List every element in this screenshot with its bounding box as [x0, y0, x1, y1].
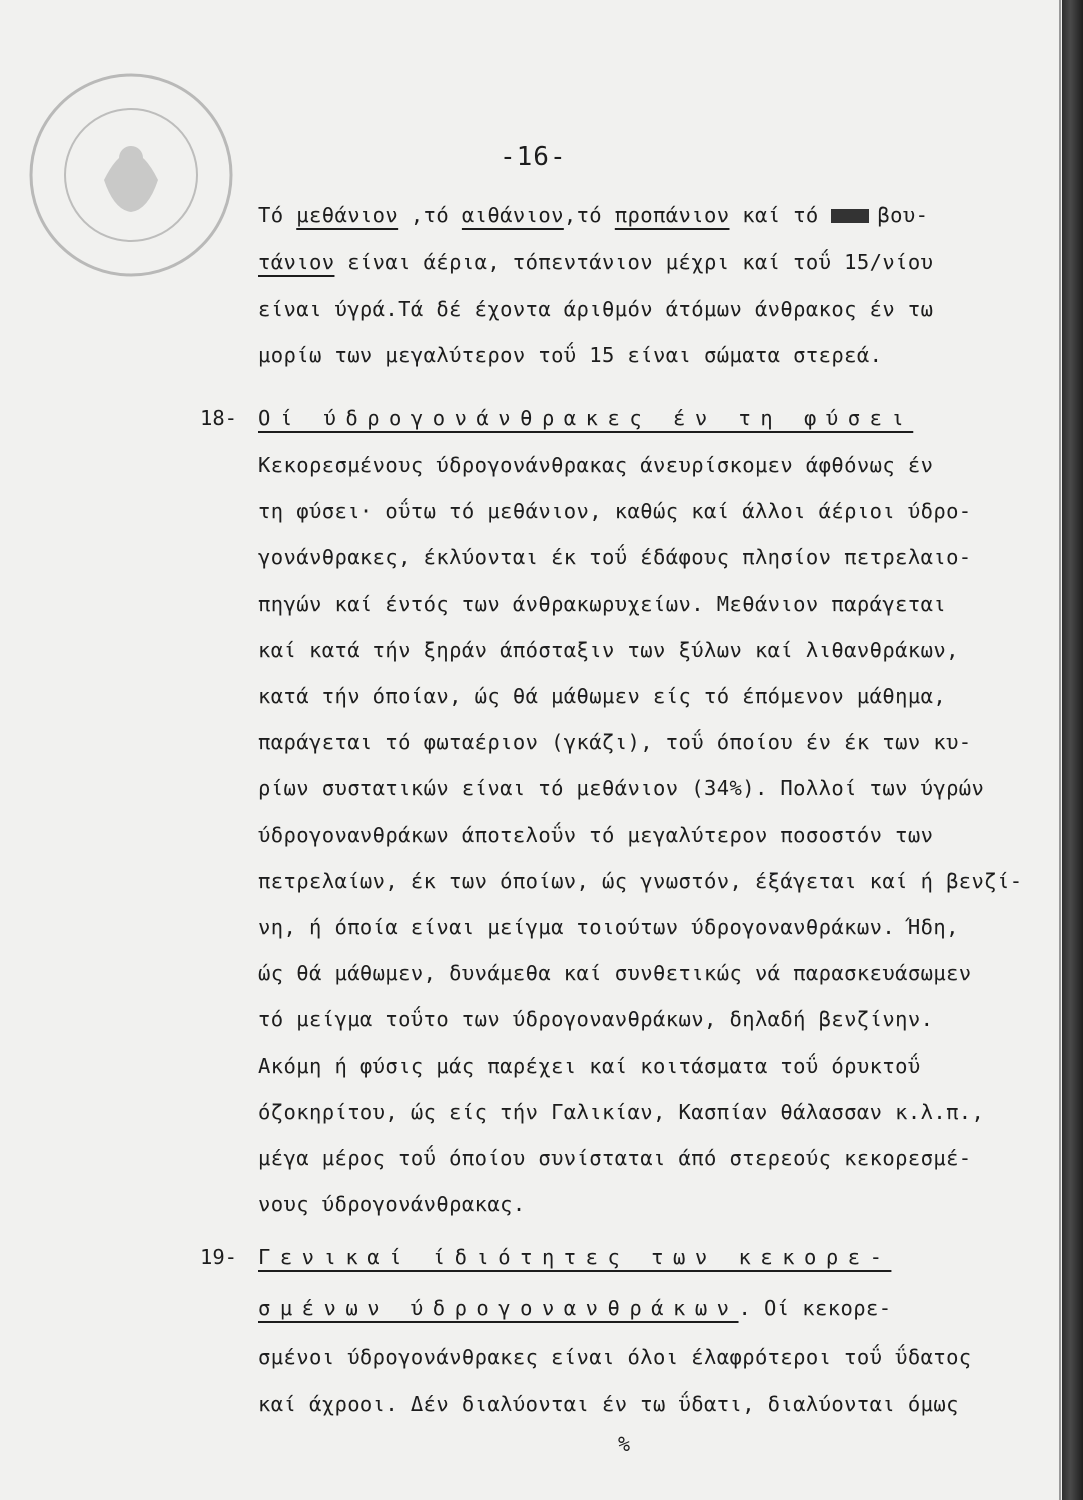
text-line: Κεκορεσμένους ύδρογονάνθρακας άνευρίσκομεν άφθόνως έν	[258, 453, 934, 477]
text-line: γονάνθρακες, έκλύονται έκ τοΰ έδάφους πλησίον πετρελαιο-	[258, 545, 972, 570]
library-stamp	[16, 60, 246, 290]
term-aithanion: αιθάνιον	[461, 203, 564, 227]
text-line: Ακόμη ή φύσις μάς παρέχει καί κοιτάσματα τοΰ όρυκτοΰ	[258, 1053, 921, 1078]
intro-line-1: Τό μεθάνιον ,τό αιθάνιον,τό προπάνιον καί τό βου-	[258, 203, 929, 227]
text-line: νη, ή όποία είναι μείγμα τοιούτων ύδρογονανθράκων. Ήδη,	[258, 915, 959, 939]
struck-out-text	[831, 209, 869, 223]
footer-mark: %	[618, 1432, 631, 1456]
text-line: καί άχροοι. Δέν διαλύονται έν τω ΰδατι, διαλύονται όμως	[258, 1392, 959, 1416]
intro-line-4: μορίω των μεγαλύτερον τοΰ 15 είναι σώματα στερεά.	[258, 343, 883, 367]
term-propanion: προπάνιον	[614, 203, 730, 227]
emblem-icon	[104, 146, 158, 212]
section-19-heading-line-1: Γενικαί ίδιότητες των κεκορε-	[258, 1245, 892, 1269]
text-line: παράγεται τό φωταέριον (γκάζι), τοΰ όποίου έν έκ των κυ-	[258, 730, 972, 755]
section-19-heading-line-2: σμένων ύδρογονανθράκων. Οί κεκορε-	[258, 1296, 892, 1320]
text-line: όζοκηρίτου, ώς είς τήν Γαλικίαν, Κασπίαν θάλασσαν κ.λ.π.,	[258, 1099, 985, 1124]
text-line: καί κατά τήν ξηράν άπόσταξιν των ξύλων καί λιθανθράκων,	[258, 637, 959, 662]
text-line: κατά τήν όποίαν, ώς θά μάθωμεν είς τό έπόμενον μάθημα,	[258, 684, 947, 708]
text-line: μέγα μέρος τοΰ όποίου συνίσταται άπό στερεούς κεκορεσμέ-	[258, 1146, 972, 1170]
bleed-through	[270, 172, 281, 194]
section-18-heading: Οί ύδρογονάνθρακες έν τη φύσει	[258, 406, 914, 430]
section-18-number: 18-	[200, 406, 238, 430]
section-19-number: 19-	[200, 1245, 238, 1269]
binding-edge	[1062, 0, 1083, 1500]
page-number: -16-	[500, 142, 567, 172]
text-line: πετρελαίων, έκ των όποίων, ώς γνωστόν, έξάγεται καί ή βενζί-	[258, 868, 1023, 893]
text-line: νους ύδρογονάνθρακας.	[258, 1192, 526, 1217]
text-line: πηγών καί έντός των άνθρακωρυχείων. Μεθάνιον παράγεται	[258, 591, 947, 616]
term-boutanion: τάνιον	[258, 250, 335, 274]
text-line: ώς θά μάθωμεν, δυνάμεθα καί συνθετικώς νά παρασκευάσωμεν	[258, 961, 972, 986]
page-edge-line	[1059, 0, 1061, 1500]
text-line: τό μείγμα τοΰτο των ύδρογονανθράκων, δηλαδή βενζίνην.	[258, 1007, 934, 1032]
text-line: σμένοι ύδρογονάνθρακες είναι όλοι έλαφρότεροι τοΰ ΰδατος	[258, 1345, 972, 1369]
intro-line-2: τάνιον είναι άέρια, τόπεντάνιον μέχρι καί τοΰ 15/νίου	[258, 250, 934, 274]
text-line: ύδρογονανθράκων άποτελοΰν τό μεγαλύτερον ποσοστόν των	[258, 822, 934, 847]
text-line: τη φύσει· οΰτω τό μεθάνιον, καθώς καί άλλοι άέριοι ύδρο-	[258, 499, 972, 524]
text-line: ρίων συστατικών είναι τό μεθάνιον (34%). Πολλοί των ύγρών	[258, 776, 985, 801]
term-methanion: μεθάνιον	[296, 203, 399, 227]
intro-line-3: είναι ύγρά.Τά δέ έχοντα άριθμόν άτόμων άνθρακος έν τω	[258, 297, 934, 321]
